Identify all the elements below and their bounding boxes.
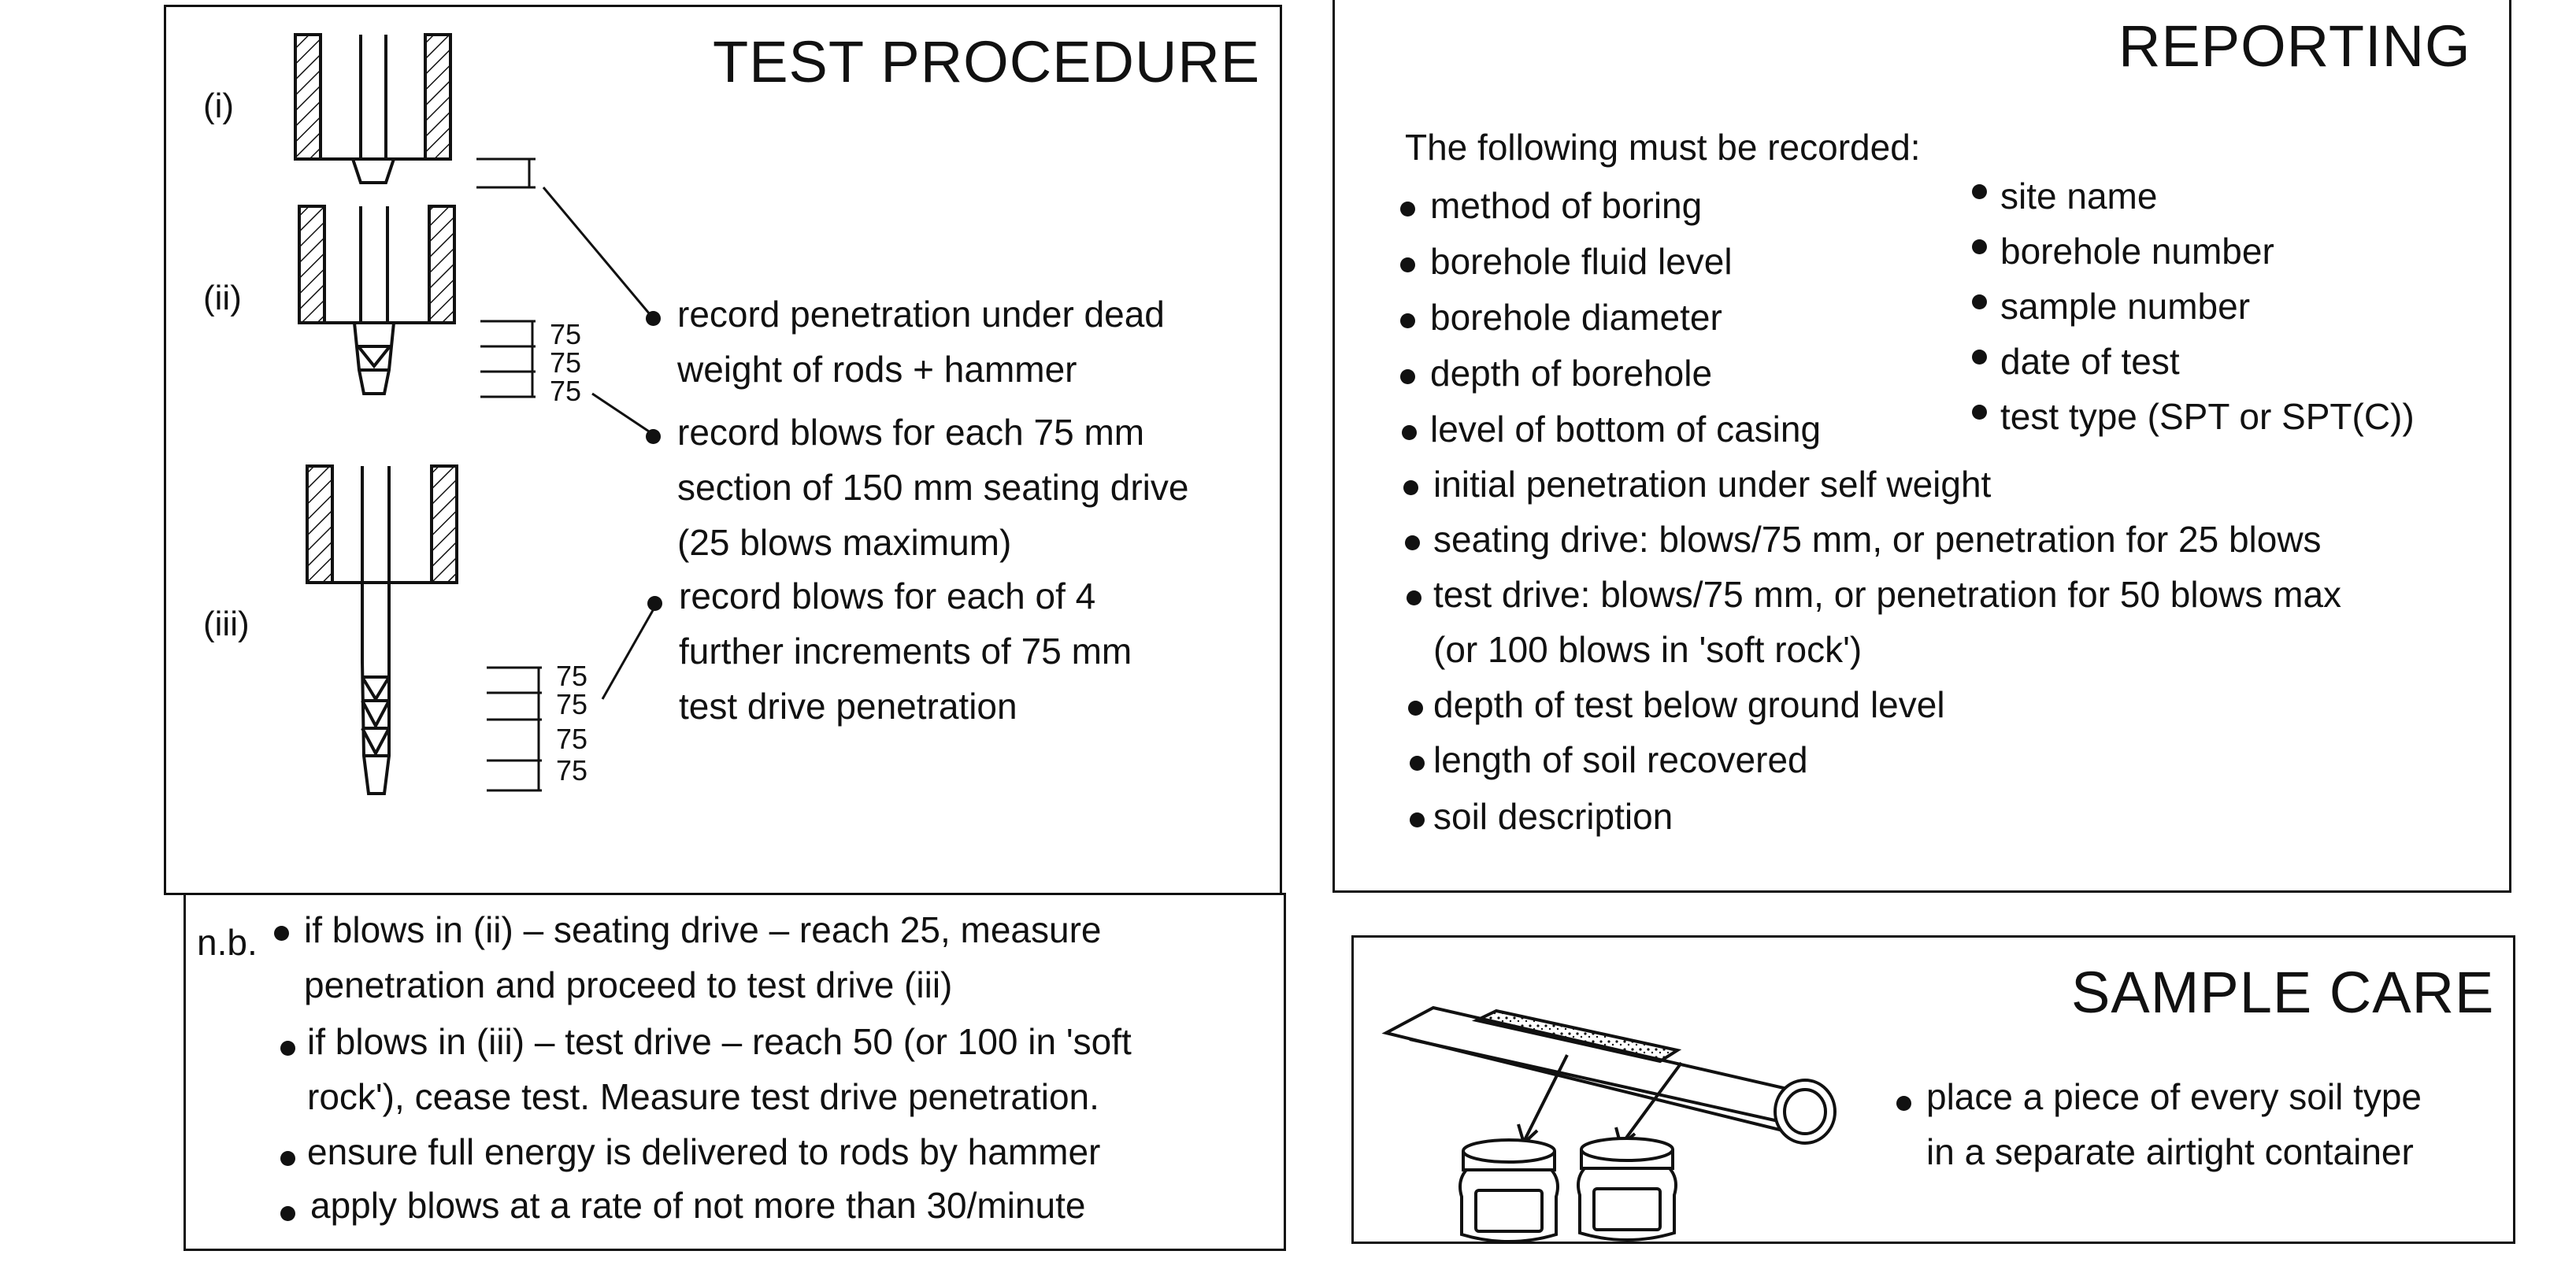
step-2-line-2: section of 150 mm seating drive [677, 467, 1189, 508]
reporting-right-item: test type (SPT or SPT(C)) [2000, 396, 2415, 437]
note-3-line-1: ensure full energy is delivered to rods by hammer [307, 1131, 1101, 1172]
reporting-left-item: borehole diameter [1430, 297, 1722, 338]
reporting-right-item: site name [2000, 176, 2158, 217]
reporting-title: REPORTING [2118, 13, 2471, 79]
reporting-left-item: seating drive: blows/75 mm, or penetration for 25 blows [1433, 519, 2322, 560]
step-1-line-2: weight of rods + hammer [677, 349, 1077, 390]
reporting-left-item: soil description [1433, 796, 1673, 837]
note-1-line-1: if blows in (ii) – seating drive – reach 25, measure [304, 909, 1102, 950]
dim-label: 75 [550, 318, 582, 350]
reporting-left-item: test drive: blows/75 mm, or penetration for 50 blows max [1433, 574, 2342, 615]
note-2-line-1: if blows in (iii) – test drive – reach 50 (or 100 in 'soft [307, 1021, 1132, 1062]
step-1-line-1: record penetration under dead [677, 294, 1165, 335]
reporting-left-item: method of boring [1430, 185, 1703, 226]
reporting-right-item: date of test [2000, 341, 2180, 382]
reporting-left-item: length of soil recovered [1433, 739, 1808, 780]
step-3-line-1: record blows for each of 4 [679, 575, 1096, 616]
stage-label-ii: (ii) [203, 279, 242, 317]
reporting-intro: The following must be recorded: [1405, 127, 1921, 168]
dim-label: 75 [550, 346, 582, 379]
reporting-left-item: depth of borehole [1430, 353, 1713, 394]
dim-label: 75 [556, 688, 588, 720]
step-3-line-2: further increments of 75 mm [679, 631, 1132, 672]
step-2-line-3: (25 blows maximum) [677, 522, 1012, 563]
note-1-line-2: penetration and proceed to test drive (iii) [304, 964, 953, 1005]
stage-label-i: (i) [203, 87, 235, 125]
nb-label: n.b. [197, 922, 258, 963]
reporting-left-item: (or 100 blows in 'soft rock') [1433, 629, 1863, 670]
sample-care-line-2: in a separate airtight container [1926, 1131, 2414, 1172]
reporting-left-item: initial penetration under self weight [1433, 464, 1992, 505]
dim-label: 75 [556, 723, 588, 755]
step-2-line-1: record blows for each 75 mm [677, 412, 1145, 453]
reporting-right-item: sample number [2000, 286, 2251, 327]
reporting-right-item: borehole number [2000, 231, 2274, 272]
reporting-left-item: level of bottom of casing [1430, 409, 1822, 450]
reporting-left-item: depth of test below ground level [1433, 684, 1945, 725]
sample-care-bullet [1896, 1096, 1911, 1111]
test-procedure-title: TEST PROCEDURE [713, 29, 1261, 94]
reporting-left-item: borehole fluid level [1430, 241, 1733, 282]
note-2-line-2: rock'), cease test. Measure test drive penetration. [307, 1076, 1099, 1117]
dim-label: 75 [550, 375, 582, 407]
stage-label-iii: (iii) [203, 605, 250, 643]
dim-label: 75 [556, 660, 588, 692]
sample-care-title: SAMPLE CARE [2071, 960, 2495, 1025]
step-3-line-3: test drive penetration [679, 686, 1017, 727]
sample-care-line-1: place a piece of every soil type [1926, 1076, 2422, 1117]
note-4-line-1: apply blows at a rate of not more than 30/minute [310, 1185, 1086, 1226]
dim-label: 75 [556, 754, 588, 786]
